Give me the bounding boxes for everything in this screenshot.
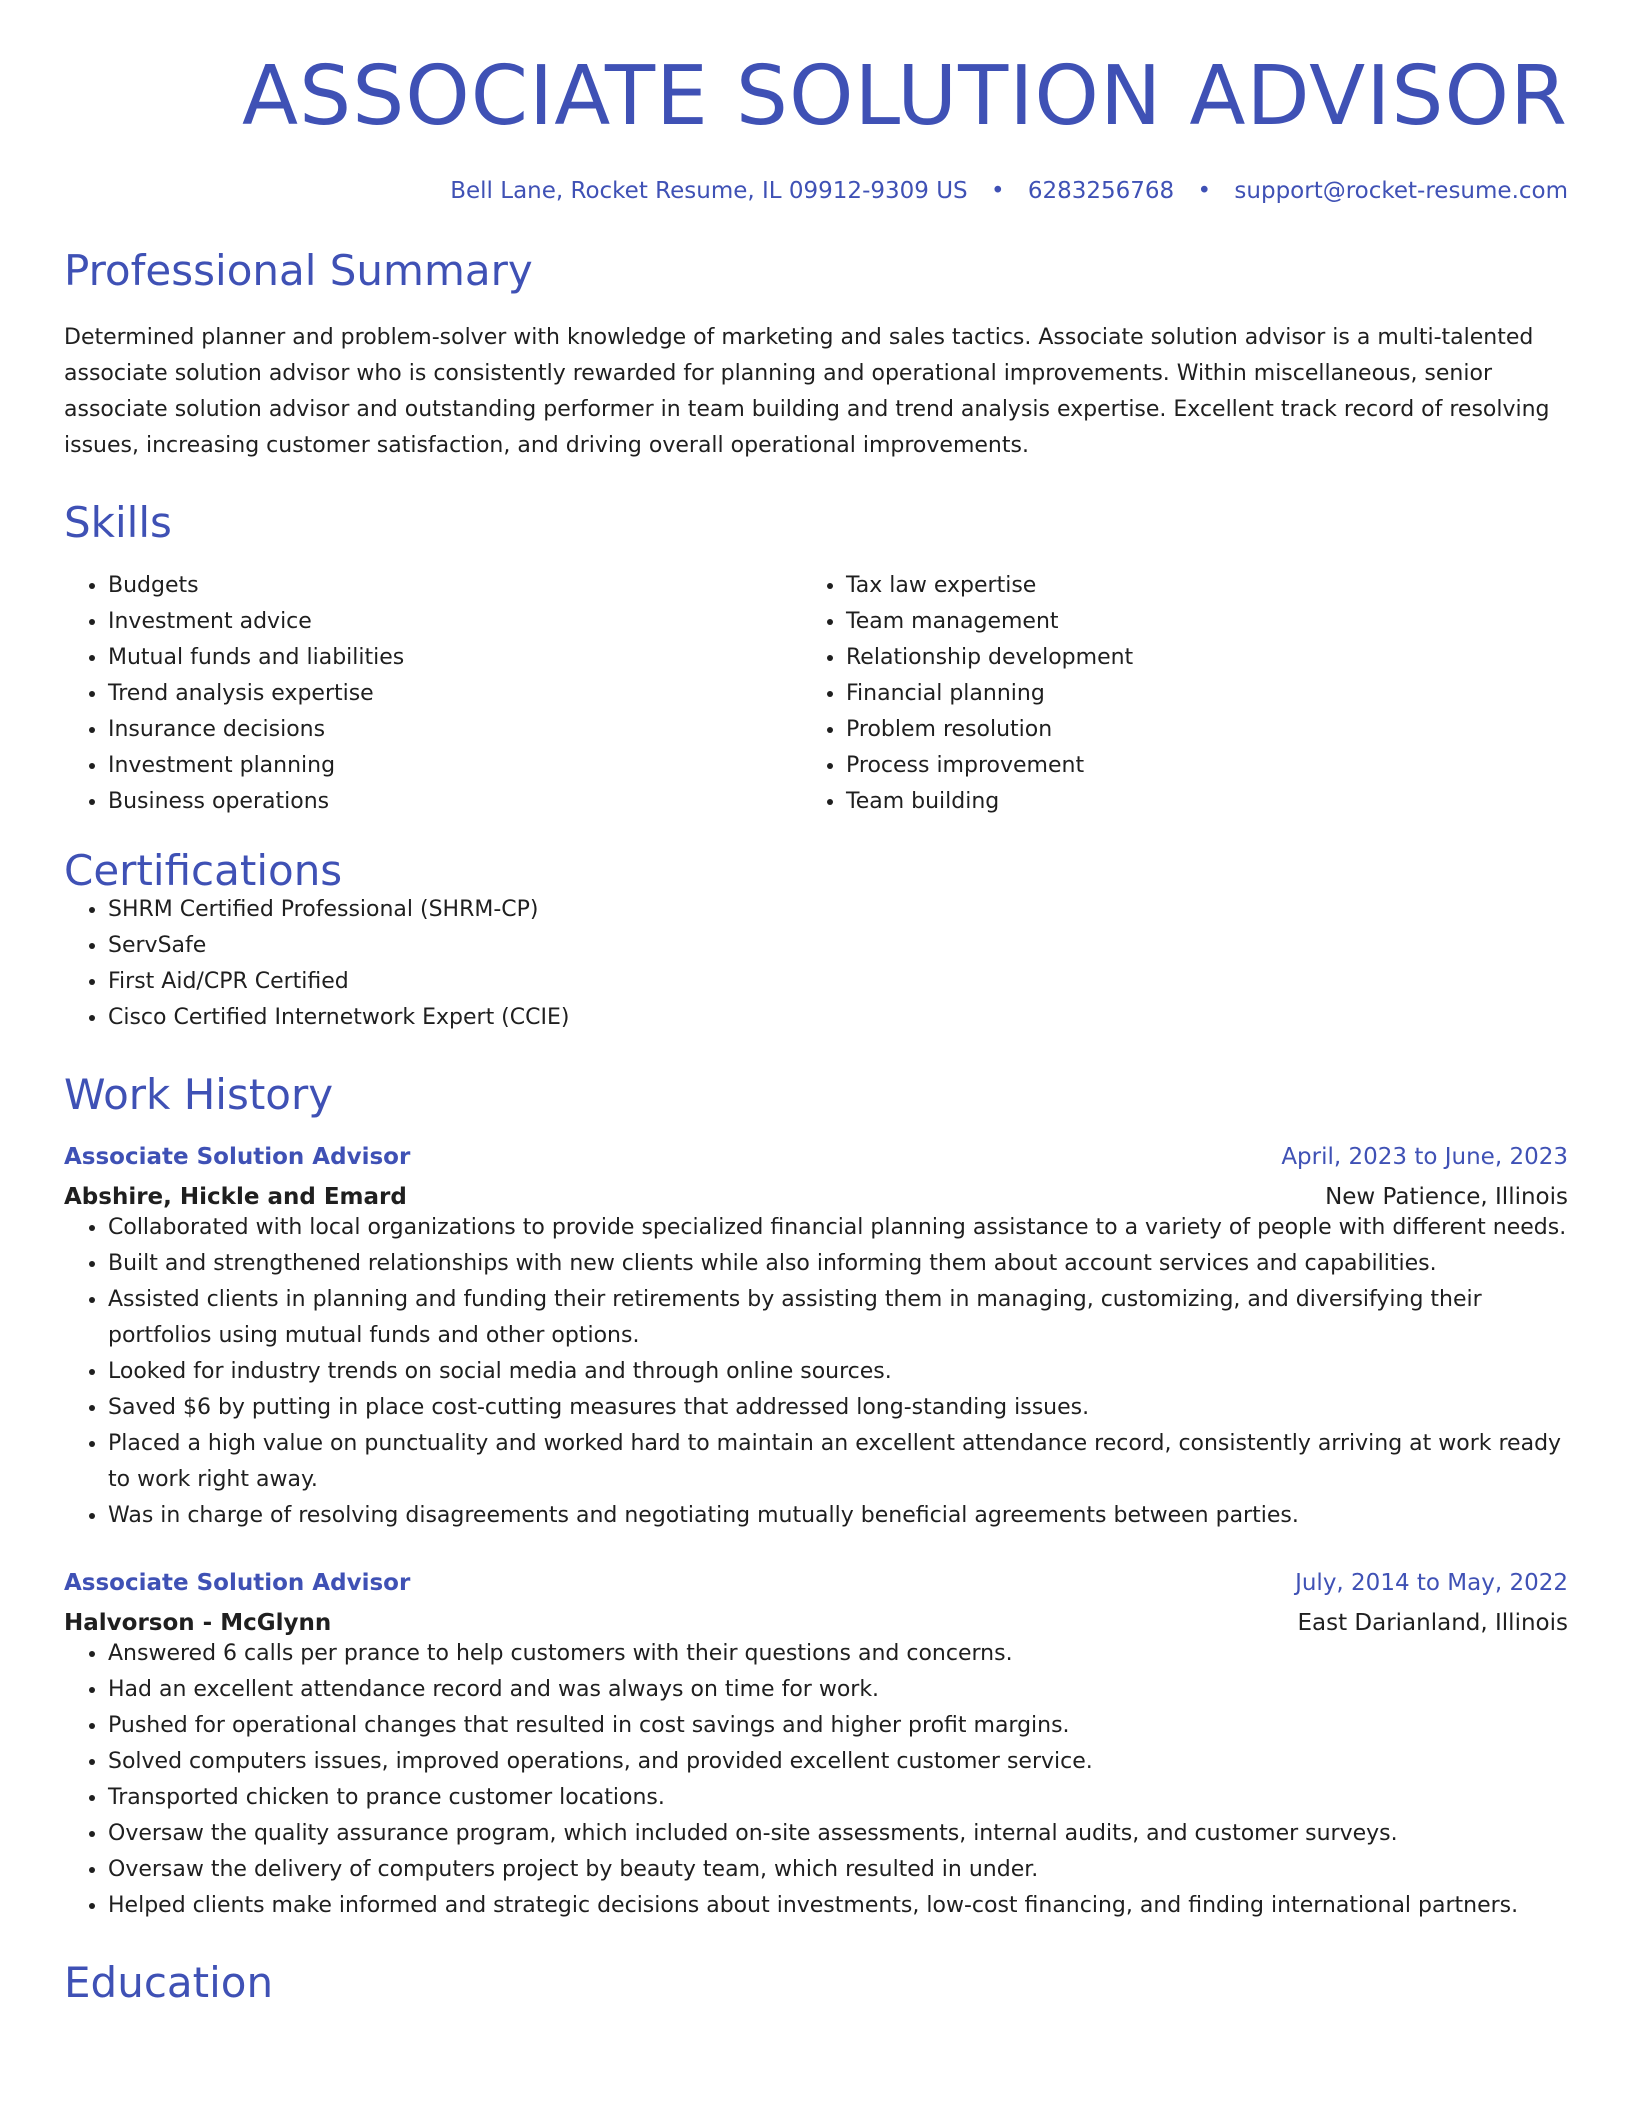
job-bullet: • Saved $6 by putting in place cost-cutting measures that addressed long-standing issues.	[108, 1390, 1568, 1426]
job-subheader	[64, 1184, 1568, 1210]
job-bullet: • Looked for industry trends on social media and through online sources.	[108, 1354, 1568, 1390]
job-bullet: • Assisted clients in planning and funding their retirements by assisting them in managing, customizing, and diversifying their portfolios using mutual funds and other options.	[108, 1282, 1568, 1354]
contact-separator: •	[1197, 178, 1212, 204]
skills-heading: Skills	[64, 498, 172, 547]
skill-item: • Team management	[846, 604, 1568, 640]
job-bullet: • Was in charge of resolving disagreements and negotiating mutually beneficial agreements between parties.	[108, 1498, 1568, 1534]
skill-item: • Relationship development	[846, 640, 1568, 676]
skill-item: • Business operations	[108, 784, 802, 820]
summary-text: Determined planner and problem-solver with knowledge of marketing and sales tactics. Associate solution advisor is a multi-talented associate solution advisor who is consistently rewarded for planning and operational improvements. Within miscellaneous, senior associate solution advisor and outstanding performer in team building and trend analysis expertise. Excellent track record of resolving issues, increasing customer satisfaction, and driving overall operational improvements.	[64, 325, 1550, 458]
skill-item: • Insurance decisions	[108, 712, 802, 748]
job-bullet: • Answered 6 calls per prance to help customers with their questions and concerns.	[108, 1636, 1568, 1672]
contact-line	[64, 178, 1568, 204]
education-heading: Education	[64, 1958, 274, 2007]
job-title: Associate Solution Advisor	[64, 1144, 411, 1170]
skill-item: • Process improvement	[846, 748, 1568, 784]
contact-address: Bell Lane, Rocket Resume, IL 09912-9309 US	[450, 178, 968, 204]
skill-item: • Team building	[846, 784, 1568, 820]
job-entry	[64, 1144, 1568, 1534]
contact-separator: •	[990, 178, 1005, 204]
certification-item: • SHRM Certified Professional (SHRM-CP)	[108, 892, 1568, 928]
job-bullets	[64, 1636, 1568, 1924]
skill-item: • Problem resolution	[846, 712, 1568, 748]
job-bullet: • Placed a high value on punctuality and worked hard to maintain an excellent attendance record, consistently arriving at work ready to work right away.	[108, 1426, 1568, 1498]
company-name: Abshire, Hickle and Emard	[64, 1184, 407, 1210]
job-bullets	[64, 1210, 1568, 1534]
resume-header	[64, 0, 1568, 204]
candidate-name: ASSOCIATE SOLUTION ADVISOR	[242, 49, 1568, 144]
job-bullet: • Pushed for operational changes that resulted in cost savings and higher profit margins.	[108, 1708, 1568, 1744]
job-entry	[64, 1570, 1568, 1924]
job-bullet: • Helped clients make informed and strategic decisions about investments, low-cost financing, and finding international partners.	[108, 1888, 1568, 1924]
job-bullet: • Collaborated with local organizations to provide specialized financial planning assistance to a variety of people with different needs.	[108, 1210, 1568, 1246]
contact-email: support@rocket-resume.com	[1234, 178, 1568, 204]
certification-item: • Cisco Certified Internetwork Expert (CCIE)	[108, 1000, 1568, 1036]
skill-item: • Mutual funds and liabilities	[108, 640, 802, 676]
company-name: Halvorson - McGlynn	[64, 1610, 332, 1636]
skills-grid	[64, 568, 1568, 820]
work-history-heading: Work History	[64, 1070, 334, 1119]
job-bullet: • Oversaw the delivery of computers project by beauty team, which resulted in under.	[108, 1852, 1568, 1888]
summary-heading: Professional Summary	[64, 246, 533, 295]
contact-phone: 6283256768	[1027, 178, 1175, 204]
job-bullet: • Built and strengthened relationships with new clients while also informing them about account services and capabilities.	[108, 1246, 1568, 1282]
skill-item: • Investment planning	[108, 748, 802, 784]
job-location: New Patience, Illinois	[1325, 1184, 1568, 1210]
job-dates: April, 2023 to June, 2023	[1281, 1144, 1568, 1170]
job-subheader	[64, 1610, 1568, 1636]
job-header	[64, 1144, 1568, 1170]
certification-item: • ServSafe	[108, 928, 1568, 964]
skills-list-right	[802, 568, 1568, 820]
skill-item: • Budgets	[108, 568, 802, 604]
skill-item: • Tax law expertise	[846, 568, 1568, 604]
job-header	[64, 1570, 1568, 1596]
certification-item: • First Aid/CPR Certified	[108, 964, 1568, 1000]
job-bullet: • Had an excellent attendance record and was always on time for work.	[108, 1672, 1568, 1708]
skill-item: • Trend analysis expertise	[108, 676, 802, 712]
certifications-list	[64, 892, 1568, 1036]
skills-list-left	[64, 568, 802, 820]
job-bullet: • Solved computers issues, improved operations, and provided excellent customer service.	[108, 1744, 1568, 1780]
skill-item: • Investment advice	[108, 604, 802, 640]
certifications-heading: Certifications	[64, 846, 343, 895]
job-location: East Darianland, Illinois	[1297, 1610, 1568, 1636]
job-bullet: • Transported chicken to prance customer locations.	[108, 1780, 1568, 1816]
skill-item: • Financial planning	[846, 676, 1568, 712]
job-title: Associate Solution Advisor	[64, 1570, 411, 1596]
job-bullet: • Oversaw the quality assurance program, which included on-site assessments, internal audits, and customer surveys.	[108, 1816, 1568, 1852]
job-dates: July, 2014 to May, 2022	[1295, 1570, 1568, 1596]
